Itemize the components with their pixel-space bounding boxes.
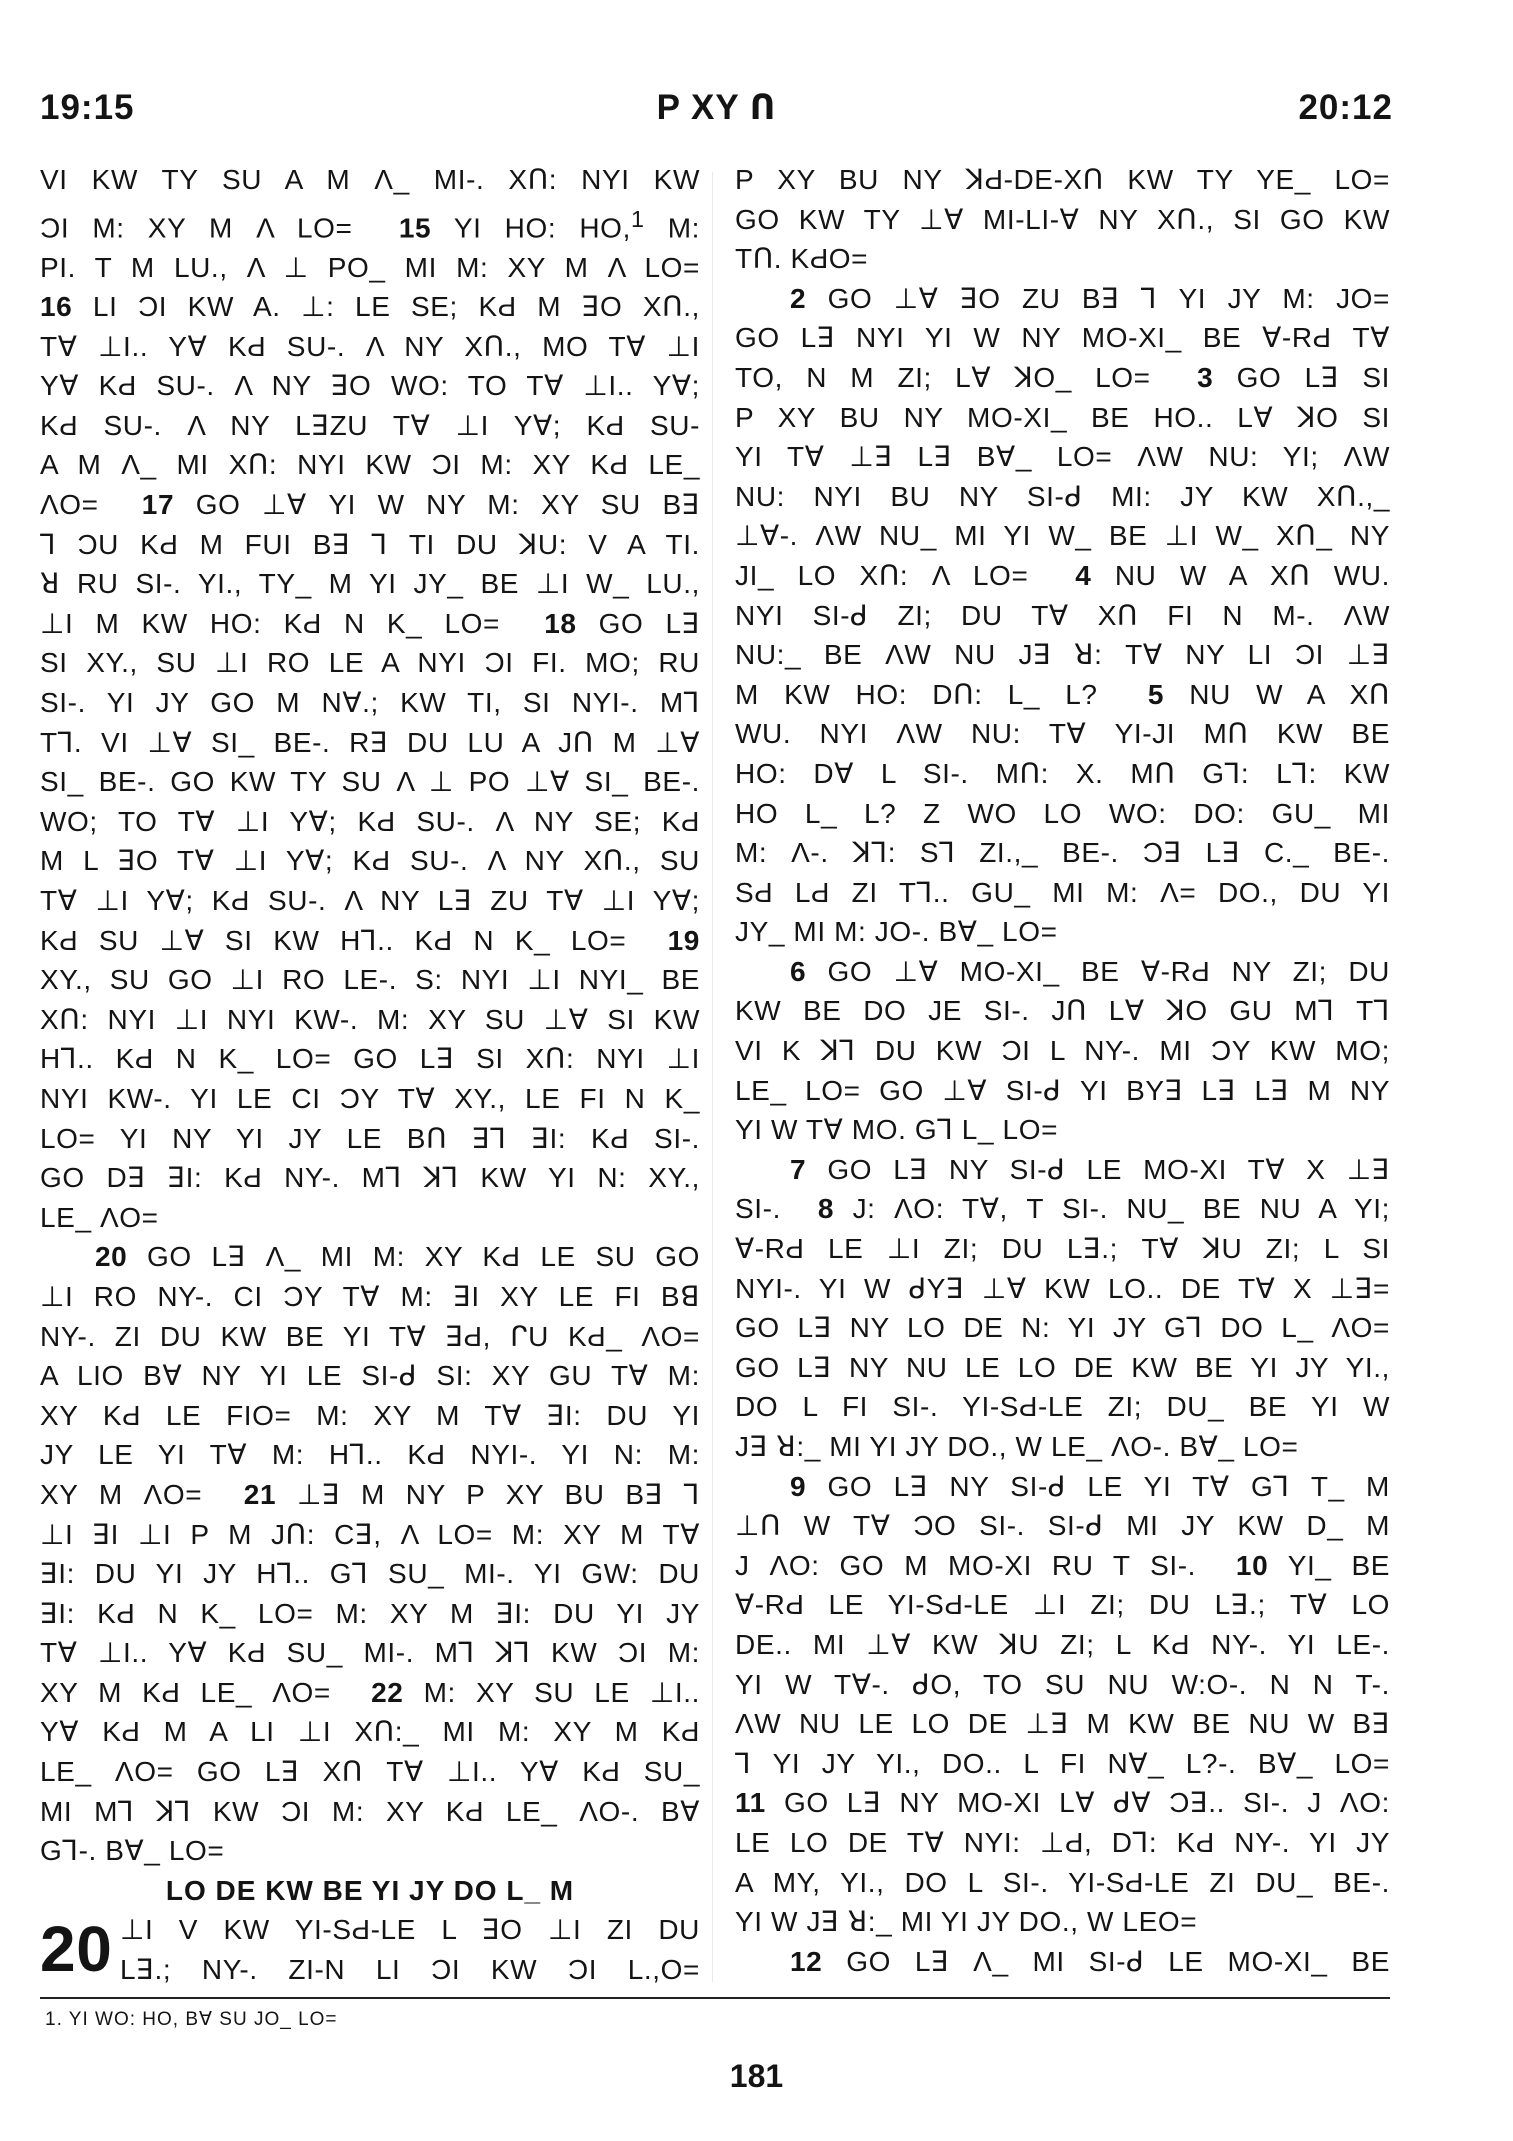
text-line: M L ꓱO Tꓯ ⊥I Yꓯ; KԀ SU-. Λ NY XՈ., SU — [40, 845, 700, 877]
verse-number: 11 — [735, 1787, 766, 1819]
text-line: ꓯ-RԀ LE YI-SԀ-LE ⊥I ZI; DU Lꓱ.; Tꓯ LO — [735, 1589, 1390, 1621]
header-book-title: P XY Ո — [656, 88, 777, 127]
text-line: ꓱI: DU YI JY Hꓶ.. Gꓶ SU_ MI-. YI GW: DU — [40, 1558, 700, 1590]
text-line: 20 GO Lꓱ Λ_ MI M: XY KԀ LE SU GO — [95, 1241, 700, 1273]
text-line: SI XY., SU ⊥I RO LE A NYI ƆI FI. MO; RU — [40, 647, 700, 679]
text-line: PI. T M LU., Λ ⊥ PO_ MI M: XY M Λ LO= — [40, 251, 700, 283]
text-line: XՈ: NYI ⊥I NYI KW-. M: XY SU ⊥ꓯ SI KW — [40, 1003, 700, 1035]
text-line: 7 GO Lꓱ NY SI-ᑯ LE MO-XI Tꓯ X ⊥ꓱ — [790, 1153, 1390, 1185]
text-line: KԀ SU ⊥ꓯ SI KW Hꓶ.. KԀ N K_ LO= 19 — [40, 924, 700, 956]
verse-number: 16 — [40, 291, 73, 323]
text-line: Yꓯ KԀ SU-. Λ NY ꓱO WO: TO Tꓯ ⊥I.. Yꓯ; — [40, 370, 700, 402]
verse-number: 15 — [398, 211, 432, 243]
text-line: YI W Jꓱ ꓤ:_ MI YI JY DO., W LEO= — [735, 1906, 1198, 1938]
text-line: KW BE DO JE SI-. JՈ Lꓯ ꓘO GU Mꓶ Tꓶ — [735, 995, 1390, 1027]
text-line: SԀ LԀ ZI Tꓶ.. GU_ MI M: Λ= DO., DU YI — [735, 876, 1390, 908]
text-line: ΛW NU LE LO DE ⊥ꓱ M KW BE NU W Bꓱ — [735, 1708, 1390, 1740]
text-line: ꓱI: KԀ N K_ LO= M: XY M ꓱI: DU YI JY — [40, 1597, 700, 1629]
text-line: ꓶ YI JY YI., DO.. L FI Nꓯ_ L?-. Bꓯ_ LO= — [735, 1747, 1390, 1779]
text-line: SI-. 8 J: ΛO: Tꓯ, T SI-. NU_ BE NU A YI; — [735, 1193, 1390, 1225]
text-line: WO; TO Tꓯ ⊥I Yꓯ; KԀ SU-. Λ NY SE; KԀ — [40, 805, 700, 837]
text-line: J ΛO: GO M MO-XI RU T SI-. 10 YI_ BE — [735, 1549, 1390, 1581]
text-line: XY M KԀ LE_ ΛO= 22 M: XY SU LE ⊥I.. — [40, 1676, 700, 1708]
section-heading: LO DE KW BE YI JY DO L_ M — [165, 1874, 575, 1906]
text-line: YI W Tꓯ MO. Gꓶ L_ LO= — [735, 1114, 1059, 1146]
text-line: GO KW TY ⊥ꓯ MI-LI-ꓯ NY XՈ., SI GO KW — [735, 203, 1390, 235]
verse-number: 18 — [544, 607, 577, 639]
text-line: GO Lꓱ NY NU LE LO DE KW BE YI JY YI., — [735, 1351, 1390, 1383]
right-column — [735, 160, 1390, 1981]
text-line: 9 GO Lꓱ NY SI-ᑯ LE YI Tꓯ Gꓶ T_ M — [790, 1470, 1390, 1502]
text-line: Yꓯ KԀ M A LI ⊥I XՈ:_ MI M: XY M KԀ — [40, 1716, 700, 1748]
text-line: ꓤ RU SI-. YI., TY_ M YI JY_ BE ⊥I W_ LU., — [40, 568, 700, 600]
text-line: ꓯ-RԀ LE ⊥I ZI; DU Lꓱ.; Tꓯ ꓘU ZI; L SI — [735, 1233, 1390, 1265]
text-line: HO L_ L? Z WO LO WO: DO: GU_ MI — [735, 797, 1390, 829]
text-line: SI_ BE-. GO KW TY SU Λ ⊥ PO ⊥ꓯ SI_ BE-. — [40, 766, 700, 798]
text-line: Tꓶ. VI ⊥ꓯ SI_ BE-. Rꓱ DU LU A JՈ M ⊥ꓯ — [40, 726, 700, 758]
text-line: XY KԀ LE FIO= M: XY M Tꓯ ꓱI: DU YI — [40, 1399, 700, 1431]
text-line: 12 GO Lꓱ Λ_ MI SI-ᑯ LE MO-XI_ BE — [790, 1945, 1390, 1977]
footnote: 1. YI WO: HO, Bꓯ SU JO_ LO= — [45, 2009, 338, 2030]
header-right-reference: 20:12 — [1298, 88, 1393, 127]
text-line: ⊥I V KW YI-SԀ-LE L ꓱO ⊥I ZI DU — [120, 1914, 700, 1946]
text-line: VI K ꓘꓶ DU KW ƆI L NY-. MI ƆY KW MO; — [735, 1035, 1390, 1067]
text-line: XY M ΛO= 21 ⊥ꓱ M NY P XY BU Bꓱ ꓶ — [40, 1478, 700, 1510]
text-line: WU. NYI ΛW NU: Tꓯ YI-JI MՈ KW BE — [735, 718, 1390, 750]
verse-number: 12 — [790, 1945, 823, 1977]
text-line: YI Tꓯ ⊥ꓱ Lꓱ Bꓯ_ LO= ΛW NU: YI; ΛW — [735, 441, 1390, 473]
text-line: JY LE YI Tꓯ M: Hꓶ.. KԀ NYI-. YI N: M: — [40, 1439, 700, 1471]
text-line: GO Lꓱ NYI YI W NY MO-XI_ BE ꓯ-RԀ Tꓯ — [735, 322, 1390, 354]
text-line: LE_ ΛO= GO Lꓱ XՈ Tꓯ ⊥I.. Yꓯ KԀ SU_ — [40, 1756, 700, 1788]
text-line: JY_ MI M: JO-. Bꓯ_ LO= — [735, 916, 1058, 948]
text-line: MI Mꓶ ꓘꓶ KW ƆI M: XY KԀ LE_ ΛO-. Bꓯ — [40, 1795, 700, 1827]
text-line: LE LO DE Tꓯ NYI: ⊥Ԁ, Dꓶ: KԀ NY-. YI JY — [735, 1826, 1390, 1858]
text-line: Lꓱ.; NY-. ZI-N LI ƆI KW ƆI L.,O= — [120, 1954, 700, 1986]
text-line: ΛO= 17 GO ⊥ꓯ YI W NY M: XY SU Bꓱ — [40, 489, 701, 521]
verse-number: 8 — [817, 1193, 835, 1225]
text-line: A M Λ_ MI XՈ: NYI KW ƆI M: XY KԀ LE_ — [40, 449, 700, 481]
text-line: Gꓶ-. Bꓯ_ LO= — [40, 1835, 225, 1867]
footnote-marker: 1 — [630, 205, 645, 232]
text-line: LE_ ΛO= — [40, 1201, 159, 1233]
text-line: DE.. MI ⊥ꓯ KW ꓘU ZI; L KԀ NY-. YI LE-. — [735, 1628, 1390, 1660]
chapter-number: 20 — [40, 1913, 113, 1986]
verse-number: 2 — [790, 282, 807, 314]
text-line: TՈ. KԀO= — [735, 243, 869, 275]
chapter-opening — [40, 1910, 700, 1989]
text-line: SI-. YI JY GO M Nꓯ.; KW TI, SI NYI-. Mꓶ — [40, 687, 700, 719]
text-line: JI_ LO XՈ: Λ LO= 4 NU W A XՈ WU. — [735, 559, 1390, 591]
text-line: YI W Tꓯ-. ᑯO, TO SU NU W:O-. N N T-. — [735, 1668, 1390, 1700]
text-line: NYI KW-. YI LE CI ƆY Tꓯ XY., LE FI N K_ — [40, 1082, 700, 1114]
text-line: 11 GO Lꓱ NY MO-XI Lꓯ ᑯꓯ Ɔꓱ.. SI-. J ΛO: — [735, 1787, 1390, 1819]
text-line: Tꓯ ⊥I Yꓯ; KԀ SU-. Λ NY Lꓱ ZU Tꓯ ⊥I Yꓯ; — [40, 885, 700, 917]
verse-number: 20 — [95, 1241, 128, 1273]
verse-number: 19 — [667, 924, 700, 956]
verse-number: 9 — [790, 1470, 807, 1502]
text-line: Hꓶ.. KԀ N K_ LO= GO Lꓱ SI XՈ: NYI ⊥I — [40, 1043, 700, 1075]
text-line: P XY BU NY MO-XI_ BE HO.. Lꓯ ꓘO SI — [735, 401, 1390, 433]
page-number: 181 — [729, 2058, 784, 2094]
verse-number: 7 — [790, 1153, 807, 1185]
verse-number: 21 — [243, 1478, 277, 1510]
text-line: 6 GO ⊥ꓯ MO-XI_ BE ꓯ-RԀ NY ZI; DU — [790, 955, 1390, 987]
verse-number: 22 — [371, 1676, 404, 1708]
text-line: ⊥I M KW HO: KԀ N K_ LO= 18 GO Lꓱ — [40, 607, 700, 639]
footnote-divider — [40, 1997, 1390, 1999]
running-header — [40, 88, 1393, 148]
text-line: ꓶ ƆU KԀ M FUI Bꓱ ꓶ TI DU ꓘU: V A TI. — [40, 528, 700, 560]
verse-number: 3 — [1197, 361, 1214, 393]
text-line: LE_ LO= GO ⊥ꓯ SI-ᑯ YI BYꓱ Lꓱ Lꓱ M NY — [735, 1074, 1390, 1106]
header-left-reference: 19:15 — [40, 88, 135, 127]
text-line: M KW HO: DՈ: L_ L? 5 NU W A XՈ — [735, 678, 1390, 710]
text-line: NU:_ BE ΛW NU Jꓱ ꓤ: Tꓯ NY LI ƆI ⊥ꓱ — [735, 639, 1390, 671]
text-line: Tꓯ ⊥I.. Yꓯ KԀ SU_ MI-. Mꓶ ꓘꓶ KW ƆI M: — [40, 1637, 700, 1669]
verse-number: 5 — [1147, 678, 1165, 710]
text-line: 16 LI ƆI KW A. ⊥: LE SE; KԀ M ꓱO XՈ., — [40, 291, 700, 323]
text-line: NU: NYI BU NY SI-ᑯ MI: JY KW XՈ.,_ — [735, 480, 1390, 512]
text-line: Tꓯ ⊥I.. Yꓯ KԀ SU-. Λ NY XՈ., MO Tꓯ ⊥I — [40, 330, 700, 362]
text-line: ⊥I RO NY-. CI ƆY Tꓯ M: ꓱI XY LE FI Bꓭ — [40, 1280, 700, 1312]
text-line: ƆI M: XY M Λ LO= 15 YI HO: HO,$^1$ M: — [40, 205, 700, 243]
text-line: A LIO Bꓯ NY YI LE SI-ᑯ SI: XY GU Tꓯ M: — [40, 1360, 700, 1392]
left-column — [40, 160, 700, 1990]
text-line: M: Λ-. ꓘꓶ: Sꓶ ZI.,_ BE-. Ɔꓱ Lꓱ C._ BE-. — [735, 837, 1390, 869]
text-line: LO= YI NY YI JY LE BՈ ꓱꓶ ꓱI: KԀ SI-. — [40, 1122, 700, 1154]
text-line: GO Dꓱ ꓱI: KԀ NY-. Mꓶ ꓘꓶ KW YI N: XY., — [40, 1162, 700, 1194]
verse-number: 4 — [1075, 559, 1092, 591]
text-line: HO: Dꓯ L SI-. MՈ: X. MՈ Gꓶ: Lꓶ: KW — [735, 757, 1390, 789]
text-line: ⊥I ꓱI ⊥I P M JՈ: Cꓱ, Λ LO= M: XY M Tꓯ — [40, 1518, 700, 1550]
text-line: TO, N M ZI; Lꓯ ꓘO_ LO= 3 GO Lꓱ SI — [735, 361, 1390, 393]
verse-number: 6 — [790, 955, 807, 987]
text-line: GO Lꓱ NY LO DE N: YI JY Gꓶ DO L_ ΛO= — [735, 1312, 1390, 1344]
text-line: NYI SI-ᑯ ZI; DU Tꓯ XՈ FI N M-. ΛW — [735, 599, 1390, 631]
text-line: NY-. ZI DU KW BE YI Tꓯ ꓱԀ, ᒋU KԀ_ ΛO= — [40, 1320, 700, 1352]
verse-number: 10 — [1235, 1549, 1269, 1581]
text-line: DO L FI SI-. YI-SԀ-LE ZI; DU_ BE YI W — [735, 1391, 1390, 1423]
text-line: XY., SU GO ⊥I RO LE-. S: NYI ⊥I NYI_ BE — [40, 964, 700, 996]
text-line: ⊥ꓯ-. ΛW NU_ MI YI W_ BE ⊥I W_ XՈ_ NY — [735, 520, 1390, 552]
text-line: P XY BU NY ꓘԀ-DE-XՈ KW TY YE_ LO= — [735, 164, 1390, 195]
verse-number: 17 — [141, 489, 175, 521]
text-line: NYI-. YI W ᑯYꓱ ⊥ꓯ KW LO.. DE Tꓯ X ⊥ꓱ= — [735, 1272, 1390, 1304]
text-line: ⊥Ո W Tꓯ ƆO SI-. SI-ᑯ MI JY KW D_ M — [735, 1510, 1390, 1542]
text-line: VI KW TY SU A M Λ_ MI-. XՈ: NYI KW — [40, 164, 700, 195]
text-line: Jꓱ ꓤ:_ MI YI JY DO., W LE_ ΛO-. Bꓯ_ LO= — [735, 1431, 1299, 1462]
text-line: 2 GO ⊥ꓯ ꓱO ZU Bꓱ ꓶ YI JY M: JO= — [790, 282, 1391, 314]
column-gutter — [712, 172, 713, 1982]
text-line: A MY, YI., DO L SI-. YI-SԀ-LE ZI DU_ BE-. — [735, 1866, 1390, 1898]
text-line: KԀ SU-. Λ NY LꓱZU Tꓯ ⊥I Yꓯ; KԀ SU- — [40, 409, 700, 441]
